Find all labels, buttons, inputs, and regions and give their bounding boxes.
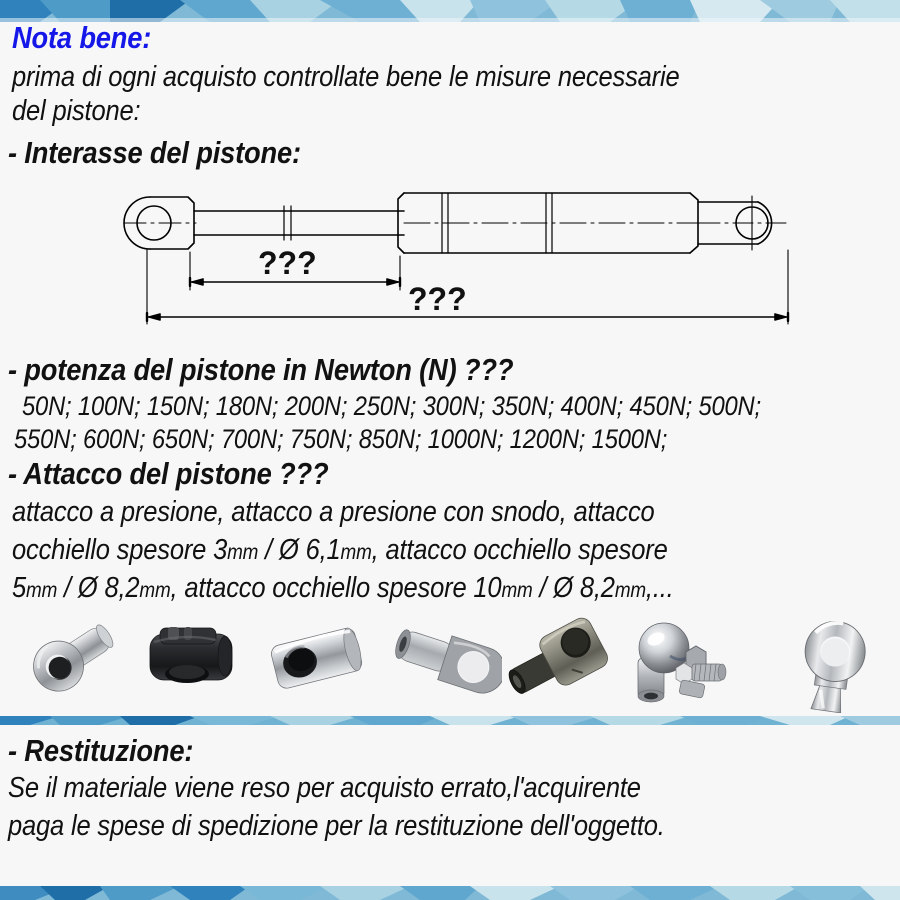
fitting-ball-stud-angle-bracket — [620, 608, 740, 713]
attacco-l2-a: occhiello spesore 3 — [12, 534, 228, 566]
attacco-line-2 — [12, 534, 668, 567]
attacco-l3-a: 5 — [12, 572, 27, 604]
gas-spring-drawing — [0, 178, 900, 338]
restituzione-line-1: Se il materiale viene reso per acquisto errato,l'acquirente — [8, 772, 641, 804]
fitting-eyelet-silver-plain — [18, 608, 138, 713]
fitting-plastic-black-ball-socket — [132, 608, 252, 713]
section-title-interasse: - Interasse del pistone: — [8, 135, 301, 170]
intro-line-1: prima di ogni acquisto controllate bene le misure necessarie — [12, 61, 680, 93]
attacco-l3-b: / Ø 8,2 — [57, 572, 140, 604]
attacco-line-3 — [12, 572, 674, 605]
fitting-clevis-fork-dark — [500, 608, 620, 713]
attacco-l2-unit2: mm — [340, 540, 372, 564]
intro-line-2: del pistone: — [12, 95, 141, 127]
stroke-dimension-label: ??? — [258, 245, 317, 281]
fitting-chrome-block-eyelet — [258, 608, 378, 713]
decorative-band-bottom — [0, 886, 900, 900]
newton-values-line-2: 550N; 600N; 650N; 700N; 750N; 850N; 1000N; 1200N; 1500N; — [14, 424, 668, 454]
fittings-gallery — [0, 608, 900, 713]
nota-bene-heading: Nota bene: — [12, 20, 152, 55]
attacco-l3-e: ,... — [645, 572, 674, 604]
attacco-l2-c: , attacco occhiello spesore — [371, 534, 668, 566]
attacco-l2-unit1: mm — [227, 540, 259, 564]
attacco-l3-unit2: mm — [139, 578, 171, 602]
attacco-l2-b: / Ø 6,1 — [258, 534, 341, 566]
attacco-l3-unit3: mm — [501, 578, 533, 602]
attacco-l3-unit1: mm — [26, 578, 58, 602]
attacco-line-1: attacco a presione, attacco a presione con snodo, attacco — [12, 496, 655, 528]
decorative-band-middle — [0, 716, 900, 725]
fitting-steel-eyelet-small — [382, 608, 502, 713]
attacco-l3-d: / Ø 8,2 — [532, 572, 615, 604]
fitting-eyelet-flat-polished — [778, 608, 898, 713]
section-title-attacco: - Attacco del pistone ??? — [8, 456, 329, 491]
section-title-potenza: - potenza del pistone in Newton (N) ??? — [8, 352, 514, 387]
decorative-band-top — [0, 0, 900, 22]
total-dimension-label: ??? — [408, 281, 467, 317]
newton-values-line-1: 50N; 100N; 150N; 180N; 200N; 250N; 300N; 350N; 400N; 450N; 500N; — [22, 391, 761, 421]
section-title-restituzione: - Restituzione: — [8, 733, 194, 768]
attacco-l3-unit4: mm — [614, 578, 646, 602]
restituzione-line-2: paga le spese di spedizione per la restituzione dell'oggetto. — [8, 810, 665, 842]
attacco-l3-c: , attacco occhiello spesore 10 — [170, 572, 502, 604]
